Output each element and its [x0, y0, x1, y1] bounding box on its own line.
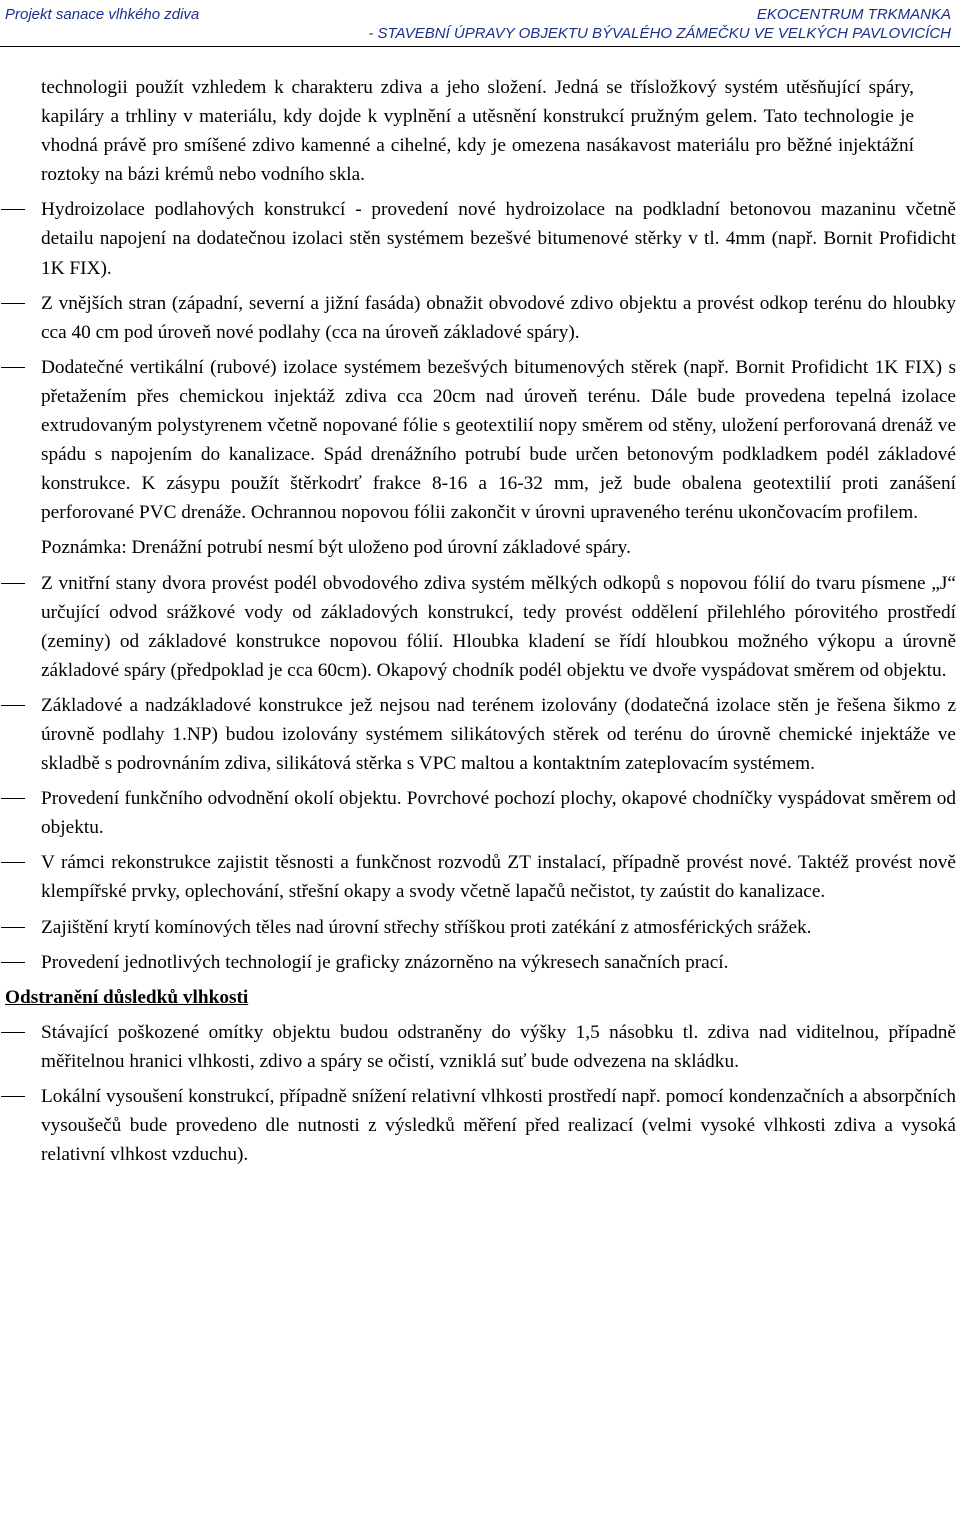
list-item-text: Lokální vysoušení konstrukcí, případně snížení relativní vlhkosti prostředí např. pomocí kondenzačních a absorpčních vysoušečů bude provedeno dle nutnosti z výsledků měření před realizací (velmi vysoké vlhkosti zdiva a vysoká relativní vlhkost vzduchu).: [41, 1086, 956, 1166]
list-item-text: Dodatečné vertikální (rubové) izolace systémem bezešvých bitumenových stěrek (např. Bornit Profidicht 1K FIX) s přetažením přes chemickou injektáž zdiva cca 20cm nad úroveň terénu. Dále bude provedena tepelná izolace extrudovaným polystyrenem včetně nopované fólie s geotextilií nopy směrem od stěny, uložení perforovaná drenáž ve spádu s napojením do kanalizace. Spád drenážního potrubí bude určen betonovým podkladkem podél základové konstrukce. K zásypu použít štěrkodrť frakce 8-16 a 16-32 mm, jež bude obalena geotextilií proti zanášení perforované PVC drenáže. Ochrannou nopovou fólii zakončit v úrovni upraveného terénu ukončovacím profilem.: [41, 356, 956, 524]
list-item: [0, 1018, 960, 1076]
list-item-text: Provedení jednotlivých technologií je graficky znázorněno na výkresech sanačních prací.: [41, 951, 729, 973]
header-divider: [0, 46, 960, 47]
dash-bullet-icon: [1, 303, 25, 304]
list-item-text: Zajištění krytí komínových těles nad úrovní střechy stříškou proti zatékání z atmosférických srážek.: [41, 916, 812, 938]
list-item: [0, 948, 960, 977]
dash-bullet-icon: [1, 962, 25, 963]
intro-paragraph: technologii použít vzhledem k charakteru zdiva a jeho složení. Jedná se třísložkový systém utěsňující spáry, kapiláry a trhliny v materiálu, kdy dojde k vyplnění a utěsnění konstrukcí pružným gelem. Tato technologie je vhodná právě pro smíšené zdivo kamenné a cihelné, kdy je omezena nasákavost materiálu pro běžné injektážní roztoky na bázi krémů nebo vodního skla.: [41, 77, 914, 186]
list-item-text: Z vnitřní stany dvora provést podél obvodového zdiva systém mělkých odkopů s nopovou fólií do tvaru písmene „J“ určující odvod srážkové vody od základových konstrukcí, tedy provést oddělení přilehlého pórovitého prostředí (zeminy) od základové konstrukce nopovou fólií. Hloubka kladení se řídí hloubkou možného výkopu a úrovně základové spáry (předpoklad je cca 60cm). Okapový chodník podél objektu ve dvoře vyspádovat směrem od objektu.: [41, 572, 956, 681]
list-item: [0, 569, 960, 685]
dash-bullet-icon: [1, 705, 25, 706]
list-item: [0, 784, 960, 842]
document-body: [0, 73, 960, 1175]
list-item: [0, 195, 960, 282]
header-client-name: EKOCENTRUM TRKMANKA: [756, 6, 951, 23]
dash-bullet-icon: [1, 1096, 25, 1097]
list-item-text: V rámci rekonstrukce zajistit těsnosti a funkčnost rozvodů ZT instalací, případně provést nové. Taktéž provést nově klempířské prvky, oplechování, střešní okapy a svody včetně lapačů nečistot, ty zaústit do kanalizace.: [41, 852, 956, 903]
note-paragraph: Poznámka: Drenážní potrubí nesmí být uloženo pod úrovní základové spáry.: [41, 537, 631, 559]
header-project-subtitle: - STAVEBNÍ ÚPRAVY OBJEKTU BÝVALÉHO ZÁMEČKU VE VELKÝCH PAVLOVICÍCH: [368, 25, 951, 42]
dash-bullet-icon: [1, 798, 25, 799]
list-item: [0, 848, 960, 906]
dash-bullet-icon: [1, 862, 25, 863]
list-item-text: Z vnějších stran (západní, severní a jižní fasáda) obnažit obvodové zdivo objektu a provést odkop terénu do hloubky cca 40 cm pod úroveň nové podlahy (cca na úroveň základové spáry).: [41, 292, 956, 343]
dash-bullet-icon: [1, 927, 25, 928]
list-item: [0, 353, 960, 528]
list-item: [0, 913, 960, 942]
section-heading: Odstranění důsledků vlhkosti: [5, 986, 249, 1008]
dash-bullet-icon: [1, 209, 25, 210]
list-item: [0, 1082, 960, 1169]
list-item: [0, 289, 960, 347]
page-header: [0, 0, 960, 50]
list-item-text: Základové a nadzákladové konstrukce jež nejsou nad terénem izolovány (dodatečná izolace stěn je řešena šikmo z úrovně podlahy 1.NP) budou izolovány systémem silikátových stěrek od terénu do úrovně chemické injektáže ve skladbě s podrovnáním zdiva, silikátová stěrka s VPC maltou a kontaktním zateplovacím systémem.: [41, 694, 956, 775]
list-item: [0, 691, 960, 778]
list-item-text: Provedení funkčního odvodnění okolí objektu. Povrchové pochozí plochy, okapové chodníčky vyspádovat směrem od objektu.: [41, 788, 956, 839]
header-project-title: Projekt sanace vlhkého zdiva: [5, 6, 200, 23]
dash-bullet-icon: [1, 367, 25, 368]
list-item-text: Stávající poškozené omítky objektu budou odstraněny do výšky 1,5 násobku tl. zdiva nad viditelnou, případně měřitelnou hranici vlhkosti, zdivo a spáry se očistí, vzniklá suť bude odvezena na skládku.: [41, 1021, 956, 1072]
dash-bullet-icon: [1, 1032, 25, 1033]
dash-bullet-icon: [1, 583, 25, 584]
list-item-text: Hydroizolace podlahových konstrukcí - provedení nové hydroizolace na podkladní betonovou mazaninu včetně detailu napojení na dodatečnou izolaci stěn systémem bezešvé bitumenové stěrky v tl. 4mm (např. Bornit Profidicht 1K FIX).: [41, 199, 956, 279]
